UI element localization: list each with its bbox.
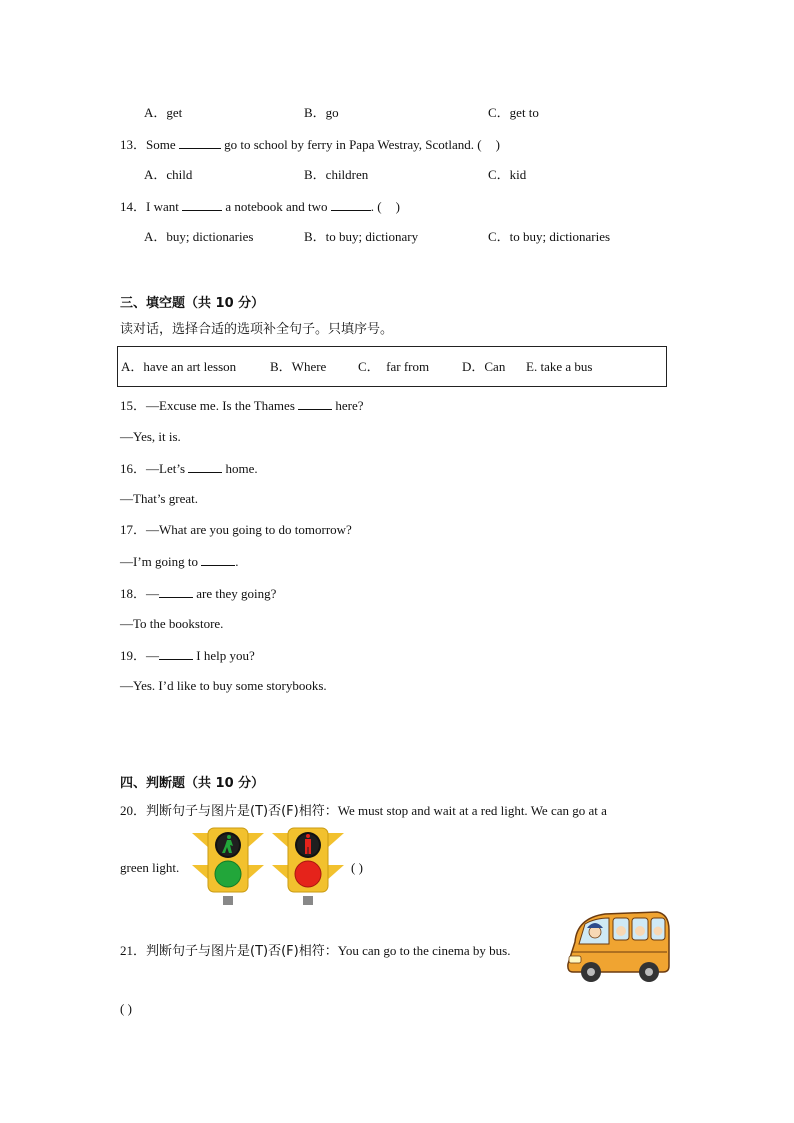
q12-option-c[interactable]: C．get to bbox=[488, 105, 539, 120]
q18-question: 18．— are they going? bbox=[120, 586, 277, 601]
q20-stem: 20．判断句子与图片是(T)否(F)相符：We must stop and wait at a red light. We can go at a bbox=[120, 803, 607, 819]
q16-answer: —That’s great. bbox=[120, 491, 198, 506]
section4-title: 四、判断题（共 10 分） bbox=[120, 776, 265, 791]
q12-option-b[interactable]: B．go bbox=[304, 105, 339, 120]
q19-answer: —Yes. I’d like to buy some storybooks. bbox=[120, 678, 327, 693]
q18-answer: —To the bookstore. bbox=[120, 616, 224, 631]
box-option-a: A．have an art lesson bbox=[121, 359, 237, 374]
q17-question: 17．—What are you going to do tomorrow? bbox=[120, 522, 352, 537]
q13-option-b[interactable]: B．children bbox=[304, 167, 369, 182]
box-option-b: B．Where bbox=[270, 359, 327, 374]
q21-answer-slot[interactable]: ( ) bbox=[120, 1001, 132, 1016]
section3-instruction: 读对话，选择合适的选项补全句子。只填序号。 bbox=[120, 322, 394, 337]
q14-blank-2[interactable] bbox=[331, 198, 371, 211]
q14-option-a[interactable]: A．buy; dictionaries bbox=[144, 229, 254, 244]
q17-answer: —I’m going to . bbox=[120, 554, 239, 569]
q16-question: 16．—Let’s home. bbox=[120, 461, 258, 476]
q18-blank[interactable] bbox=[159, 585, 193, 598]
q13-blank[interactable] bbox=[179, 136, 221, 149]
box-option-c: C． far from bbox=[358, 359, 430, 374]
q14-stem: 14．I want a notebook and two . ( ) bbox=[120, 199, 400, 214]
traffic-light-red-icon bbox=[270, 827, 346, 907]
school-bus-icon bbox=[565, 910, 673, 988]
q13-option-c[interactable]: C．kid bbox=[488, 167, 527, 182]
section3-title: 三、填空题（共 10 分） bbox=[120, 296, 265, 311]
q14-blank-1[interactable] bbox=[182, 198, 222, 211]
box-option-d: D．Can bbox=[462, 359, 506, 374]
q19-question: 19．— I help you? bbox=[120, 648, 255, 663]
q14-option-c[interactable]: C．to buy; dictionaries bbox=[488, 229, 611, 244]
option-box bbox=[117, 346, 667, 387]
q13-stem: 13．Some go to school by ferry in Papa Westray, Scotland. ( ) bbox=[120, 137, 500, 152]
q14-option-b[interactable]: B．to buy; dictionary bbox=[304, 229, 419, 244]
q20-stem-cont: green light. bbox=[120, 860, 180, 875]
q15-question: 15．—Excuse me. Is the Thames here? bbox=[120, 398, 364, 413]
q13-option-a[interactable]: A．child bbox=[144, 167, 193, 182]
q12-option-a[interactable]: A．get bbox=[144, 105, 183, 120]
q21-stem: 21．判断句子与图片是(T)否(F)相符：You can go to the cinema by bus. bbox=[120, 943, 511, 959]
q15-answer: —Yes, it is. bbox=[120, 429, 181, 444]
box-option-e: E. take a bus bbox=[526, 359, 593, 374]
q15-blank[interactable] bbox=[298, 397, 332, 410]
q20-answer-slot[interactable]: ( ) bbox=[351, 860, 363, 875]
q19-blank[interactable] bbox=[159, 647, 193, 660]
q17-blank[interactable] bbox=[201, 553, 235, 566]
traffic-light-green-icon bbox=[190, 827, 266, 907]
q16-blank[interactable] bbox=[188, 460, 222, 473]
